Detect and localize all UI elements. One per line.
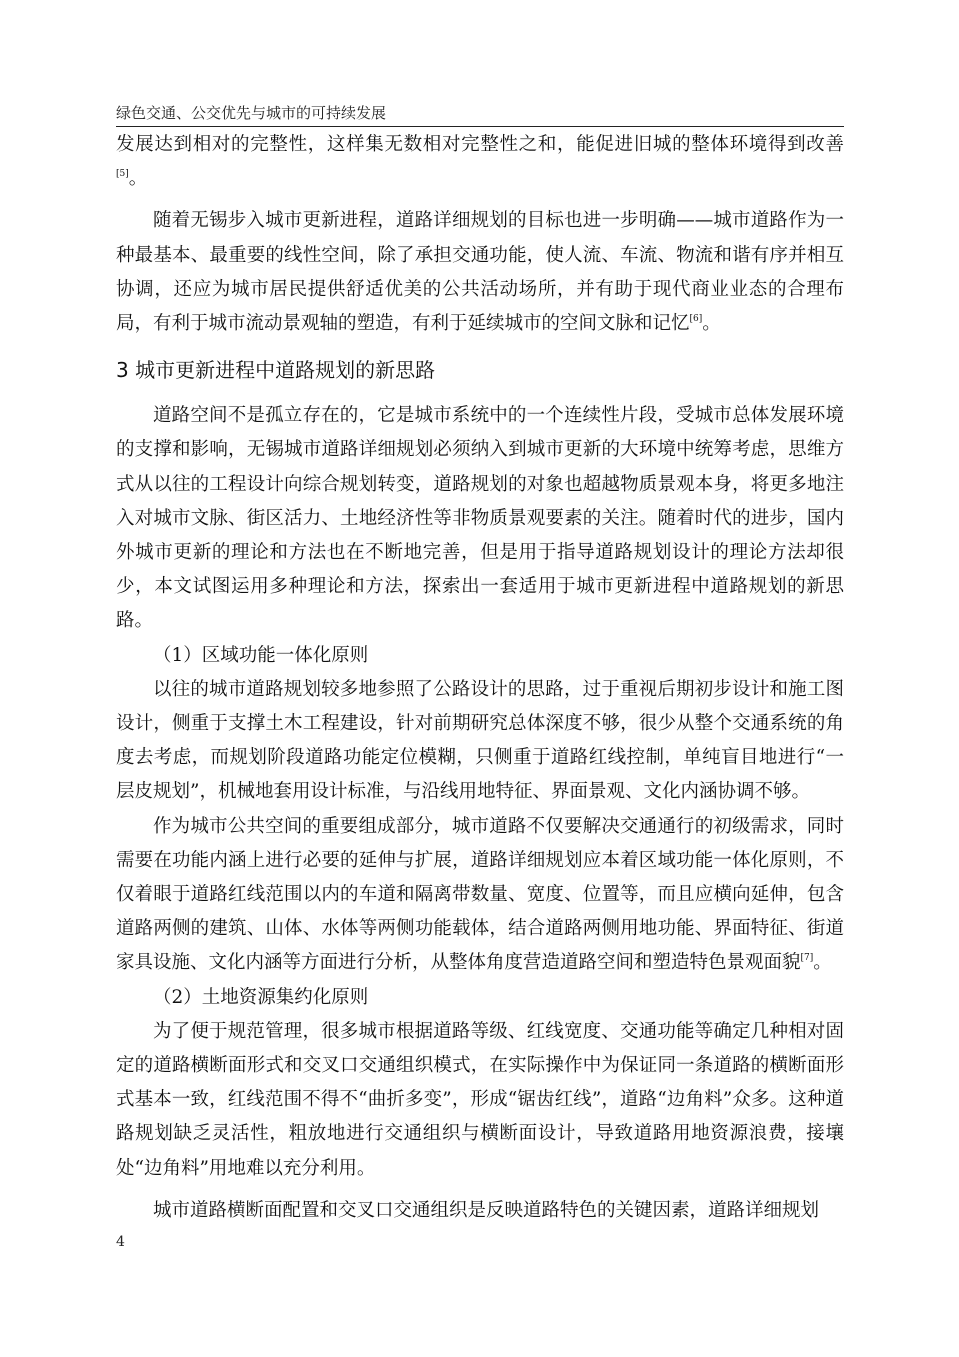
citation-6: [6]: [689, 314, 703, 325]
paragraph-public-space: 作为城市公共空间的重要组成部分，城市道路不仅要解决交通通行的初级需求，同时需要在功能内涵上进行必要的延伸与扩展，道路详细规划应本着区域功能一体化原则，不仅着眼于道路红线范围以内的车道和隔离带数量、宽度、位置等，而且应横向延伸，包含道路两侧的建筑、山体、水体等两侧功能载体，结合道路两侧用地功能、界面特征、街道家具设施、文化内涵等方面进行分析，从整体角度营造道路空间和塑造特色景观面貌[7]。: [116, 815, 844, 974]
subheading-land-intensification: （2）土地资源集约化原则: [153, 986, 369, 1008]
page-number: 4: [116, 1234, 125, 1250]
paragraph-road-space: 道路空间不是孤立存在的，它是城市系统中的一个连续性片段，受城市总体发展环境的支撑和影响，无锡城市道路详细规划必须纳入到城市更新的大环境中统筹考虑，思维方式从以往的工程设计向综合规划转变，道路规划的对象也超越物质景观本身，将更多地注入对城市文脉、街区活力、土地经济性等非物质景观要素的关注。随着时代的进步，国内外城市更新的理论和方法也在不断地完善，但是用于指导道路规划设计的理论方法却很少，本文试图运用多种理论和方法，探索出一套适用于城市更新进程中道路规划的新思路。: [116, 405, 844, 632]
paragraph-past-planning: 以往的城市道路规划较多地参照了公路设计的思路，过于重视后期初步设计和施工图设计，侧重于支撑土木工程建设，针对前期研究总体深度不够，很少从整个交通系统的角度去考虑，而规划阶段道路功能定位模糊，只侧重于道路红线控制，单纯盲目地进行“一层皮规划”，机械地套用设计标准，与沿线用地特征、界面景观、文化内涵协调不够。: [116, 678, 844, 803]
citation-5: [5]: [116, 169, 129, 180]
citation-7: [7]: [800, 953, 814, 964]
paragraph-wuxi-renewal: 随着无锡步入城市更新进程，道路详细规划的目标也进一步明确——城市道路作为一种最基本、最重要的线性空间，除了承担交通功能，使人流、车流、物流和谐有序并相互协调，还应为城市居民提供舒适优美的公共活动场所，并有助于现代商业业态的合理布局，有利于城市流动景观轴的塑造，有利于延续城市的空间文脉和记忆[6]。: [116, 210, 844, 335]
paragraph-cross-section: 城市道路横断面配置和交叉口交通组织是反映道路特色的关键因素，道路详细规划: [153, 1199, 820, 1221]
paragraph-standardization: 为了便于规范管理，很多城市根据道路等级、红线宽度、交通功能等确定几种相对固定的道路横断面形式和交叉口交通组织模式，在实际操作中为保证同一条道路的横断面形式基本一致，红线范围不得不“曲折多变”，形成“锯齿红线”，道路“边角料”众多。这种道路规划缺乏灵活性，粗放地进行交通组织与横断面设计，导致道路用地资源浪费，接壤处“边角料”用地难以充分利用。: [116, 1020, 844, 1179]
header-divider: [116, 126, 844, 127]
running-header: 绿色交通、公交优先与城市的可持续发展: [116, 104, 387, 122]
page-body: [116, 128, 844, 1228]
subheading-regional-integration: （1）区域功能一体化原则: [153, 644, 369, 666]
section-heading: 3 城市更新进程中道路规划的新思路: [116, 358, 436, 383]
paragraph-continued: 发展达到相对的完整性，这样集无数相对完整性之和，能促进旧城的整体环境得到改善[5]。: [116, 134, 844, 190]
